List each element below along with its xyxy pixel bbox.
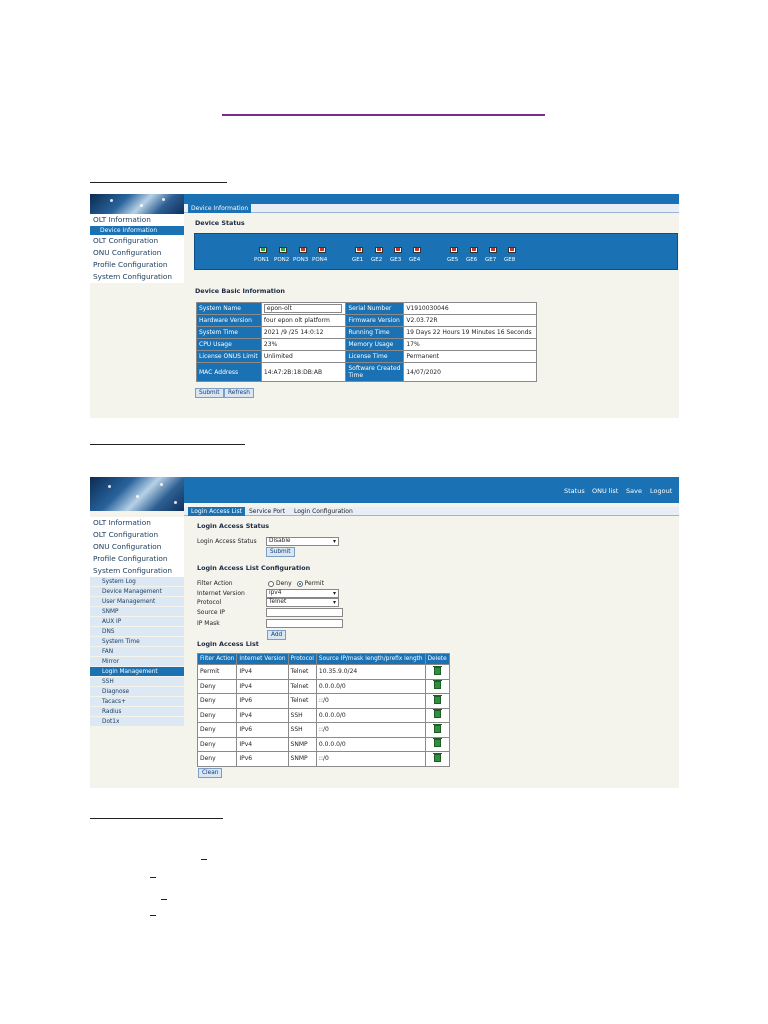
table-label: Serial Number [346, 303, 404, 315]
table-row [198, 694, 450, 709]
source-ip-input[interactable] [266, 608, 343, 617]
ip-mask-input[interactable] [266, 619, 343, 628]
table-label: License ONUS Limit [197, 351, 262, 363]
table-row [197, 303, 537, 315]
protocol-label: Protocol [197, 599, 222, 606]
port-label: PON2 [274, 257, 290, 263]
sidebar-item-olt-information[interactable]: OLT Information [93, 215, 151, 224]
internet-version-cell: IPv4 [237, 737, 288, 752]
tab-service-port[interactable]: Service Port [249, 508, 285, 515]
brand-banner [90, 194, 184, 214]
device-info-table [196, 302, 537, 382]
section-underline [90, 182, 227, 183]
source-ip-cell: ::/0 [316, 752, 425, 767]
table-label: System Name [197, 303, 262, 315]
sidebar-sub-radius[interactable]: Radius [90, 707, 184, 717]
add-button[interactable]: Add [267, 630, 286, 640]
sidebar-sub-tacacs[interactable]: Tacacs+ [90, 697, 184, 707]
protocol-cell: SNMP [288, 752, 316, 767]
sidebar-item-system-configuration[interactable]: System Configuration [93, 566, 173, 575]
table-label: System Time [197, 327, 262, 339]
table-value: V2.03.72R [404, 315, 537, 327]
sidebar-sub-system-time[interactable]: System Time [90, 637, 184, 647]
ge-port-icon [508, 247, 516, 255]
section-underline [90, 818, 223, 819]
sidebar-sub-aux-ip[interactable]: AUX IP [90, 617, 184, 627]
source-ip-cell: 0.0.0.0/0 [316, 708, 425, 723]
internet-version-cell: IPv6 [237, 694, 288, 709]
source-ip-cell: ::/0 [316, 723, 425, 738]
table-value: Permanent [404, 351, 537, 363]
sidebar-sub-fan[interactable]: FAN [90, 647, 184, 657]
table-label: Software Created Time [346, 363, 404, 382]
pon-port-icon [259, 247, 267, 255]
table-value: Unlimited [261, 351, 345, 363]
status-submit-button[interactable]: Submit [266, 547, 295, 557]
table-value: 14/07/2020 [404, 363, 537, 382]
list-dash [150, 877, 156, 878]
ge-port-icon [489, 247, 497, 255]
column-header: Internet Version [237, 654, 288, 665]
delete-trash-icon[interactable] [434, 710, 441, 718]
login-access-status-label: Login Access Status [197, 538, 257, 545]
sidebar-item-olt-information[interactable]: OLT Information [93, 518, 151, 527]
delete-trash-icon[interactable] [434, 667, 441, 675]
filter-action-cell: Deny [198, 679, 237, 694]
status-link[interactable]: Status [564, 487, 585, 495]
login-access-table [197, 653, 450, 767]
refresh-button[interactable]: Refresh [224, 388, 254, 398]
protocol-select[interactable]: Telnet ▾ [266, 598, 339, 607]
table-row [198, 752, 450, 767]
port-label: GE5 [447, 257, 459, 263]
protocol-cell: SNMP [288, 737, 316, 752]
delete-trash-icon[interactable] [434, 681, 441, 689]
internet-version-cell: IPv6 [237, 752, 288, 767]
sidebar-sub-mirror[interactable]: Mirror [90, 657, 184, 667]
pon-port-icon [299, 247, 307, 255]
sidebar-item-onu-configuration[interactable]: ONU Configuration [93, 542, 162, 551]
delete-trash-icon[interactable] [434, 696, 441, 704]
pon-port-icon [279, 247, 287, 255]
permit-label: Permit [304, 580, 324, 587]
permit-radio[interactable] [297, 581, 303, 587]
port-label: GE3 [390, 257, 402, 263]
protocol-cell: Telnet [288, 665, 316, 680]
internet-version-cell: IPv4 [237, 708, 288, 723]
filter-action-cell: Deny [198, 737, 237, 752]
internet-version-cell: IPv4 [237, 665, 288, 680]
save-link[interactable]: Save [626, 487, 642, 495]
sidebar-item-olt-configuration[interactable]: OLT Configuration [93, 236, 159, 245]
sidebar-sub-login-management[interactable]: Login Management [90, 667, 184, 677]
internet-version-cell: IPv4 [237, 679, 288, 694]
tab-login-access-list[interactable]: Login Access List [188, 507, 245, 516]
table-row [198, 708, 450, 723]
source-ip-cell: 0.0.0.0/0 [316, 737, 425, 752]
source-ip-cell: ::/0 [316, 694, 425, 709]
sidebar-sub-user-management[interactable]: User Management [90, 597, 184, 607]
table-row [198, 679, 450, 694]
internet-version-label: Internet Version [197, 590, 245, 597]
filter-action-label: Filter Action [197, 580, 233, 587]
ge-port-icon [413, 247, 421, 255]
table-label: Running Time [346, 327, 404, 339]
port-label: PON1 [254, 257, 270, 263]
clean-button[interactable]: Clean [198, 768, 222, 778]
filter-action-radios [268, 580, 324, 587]
protocol-cell: SSH [288, 708, 316, 723]
port-label: PON3 [293, 257, 309, 263]
table-value: four epon olt platform [261, 315, 345, 327]
logout-link[interactable]: Logout [650, 487, 673, 495]
sidebar-item-olt-configuration[interactable]: OLT Configuration [93, 530, 159, 539]
delete-trash-icon[interactable] [434, 725, 441, 733]
sidebar-sub-dot1x[interactable]: Dot1x [90, 717, 184, 727]
table-label: Firmware Version [346, 315, 404, 327]
sidebar-sub-snmp[interactable]: SNMP [90, 607, 184, 617]
access-list-title: Login Access List [197, 640, 259, 648]
pon-port-icon [318, 247, 326, 255]
tab-login-configuration[interactable]: Login Configuration [294, 508, 353, 515]
ge-port-icon [375, 247, 383, 255]
table-row [198, 737, 450, 752]
ge-port-icon [355, 247, 363, 255]
submit-button[interactable]: Submit [195, 388, 224, 398]
login-access-status-select[interactable]: Disable ▾ [266, 537, 339, 546]
list-dash [150, 915, 156, 916]
table-label: MAC Address [197, 363, 262, 382]
ip-mask-label: IP Mask [197, 620, 220, 627]
table-label: License Time [346, 351, 404, 363]
device-information-screenshot [90, 194, 679, 418]
sidebar-sub-system-log[interactable]: System Log [90, 577, 184, 587]
table-value: V1910030046 [404, 303, 537, 315]
list-dash [161, 899, 167, 900]
table-row [197, 315, 537, 327]
tab-device-information[interactable]: Device Information [188, 204, 251, 213]
table-row [197, 327, 537, 339]
filter-action-cell: Deny [198, 694, 237, 709]
table-value: 23% [261, 339, 345, 351]
port-label: GE4 [409, 257, 421, 263]
table-value: 2021 /9 /25 14:0:12 [261, 327, 345, 339]
table-label: Memory Usage [346, 339, 404, 351]
port-label: GE2 [371, 257, 383, 263]
sidebar-sub-diagnose[interactable]: Diagnose [90, 687, 184, 697]
filter-action-cell: Deny [198, 708, 237, 723]
table-value: 19 Days 22 Hours 19 Minutes 16 Seconds [404, 327, 537, 339]
ge-port-icon [450, 247, 458, 255]
protocol-cell: SSH [288, 723, 316, 738]
sidebar-item-onu-configuration[interactable]: ONU Configuration [93, 248, 162, 257]
port-label: PON4 [312, 257, 328, 263]
filter-action-cell: Deny [198, 752, 237, 767]
internet-version-cell: IPv6 [237, 723, 288, 738]
internet-version-select[interactable]: ipv4 ▾ [266, 589, 339, 598]
sidebar-sub-dns[interactable]: DNS [90, 627, 184, 637]
device-status-title: Device Status [195, 219, 245, 227]
table-label: CPU Usage [197, 339, 262, 351]
filter-action-cell: Deny [198, 723, 237, 738]
login-access-status-title: Login Access Status [197, 522, 270, 530]
protocol-cell: Telnet [288, 694, 316, 709]
device-status-panel [194, 233, 678, 270]
table-row [198, 723, 450, 738]
deny-radio[interactable] [268, 581, 274, 587]
onu-list-link[interactable]: ONU list [592, 487, 619, 495]
deny-label: Deny [276, 580, 292, 587]
source-ip-cell: 0.0.0.0/0 [316, 679, 425, 694]
table-row [197, 351, 537, 363]
source-ip-label: Source IP [197, 609, 225, 616]
filter-action-cell: Permit [198, 665, 237, 680]
login-management-screenshot [90, 477, 679, 788]
tab-bar [184, 507, 679, 516]
section-underline [90, 444, 245, 445]
ge-port-icon [394, 247, 402, 255]
table-value: 14:A7:2B:18:DB:AB [261, 363, 345, 382]
port-label: GE7 [485, 257, 497, 263]
table-header-row [198, 654, 450, 665]
sidebar-item-profile-configuration[interactable]: Profile Configuration [93, 260, 168, 269]
column-header: Protocol [288, 654, 316, 665]
table-row [198, 665, 450, 680]
sidebar-sub-ssh[interactable]: SSH [90, 677, 184, 687]
ge-port-icon [470, 247, 478, 255]
list-dash [201, 859, 207, 860]
table-label: Hardware Version [197, 315, 262, 327]
sidebar-sub-device-management[interactable]: Device Management [90, 587, 184, 597]
top-bar [184, 477, 679, 503]
source-ip-cell: 10.35.9.0/24 [316, 665, 425, 680]
column-header: Delete [425, 654, 449, 665]
port-label: GE8 [504, 257, 516, 263]
delete-trash-icon[interactable] [434, 754, 441, 762]
basic-info-title: Device Basic Information [195, 287, 285, 295]
delete-trash-icon[interactable] [434, 739, 441, 747]
table-row [197, 363, 537, 382]
brand-banner [90, 477, 184, 511]
sidebar [90, 517, 184, 727]
table-row [197, 339, 537, 351]
column-header: Filter Action [198, 654, 237, 665]
title-underline [222, 114, 545, 116]
sidebar-item-profile-configuration[interactable]: Profile Configuration [93, 554, 168, 563]
sidebar [90, 214, 184, 283]
sidebar-item-device-information[interactable]: Device Information [90, 226, 184, 235]
tab-bar [184, 204, 679, 213]
protocol-cell: Telnet [288, 679, 316, 694]
system-name-input[interactable]: epon-olt [264, 304, 342, 313]
port-label: GE1 [352, 257, 364, 263]
access-config-title: Login Access List Configuration [197, 564, 311, 572]
column-header: Source IP/mask length/prefix length [316, 654, 425, 665]
port-label: GE6 [466, 257, 478, 263]
table-value: 17% [404, 339, 537, 351]
sidebar-item-system-configuration[interactable]: System Configuration [93, 272, 173, 281]
